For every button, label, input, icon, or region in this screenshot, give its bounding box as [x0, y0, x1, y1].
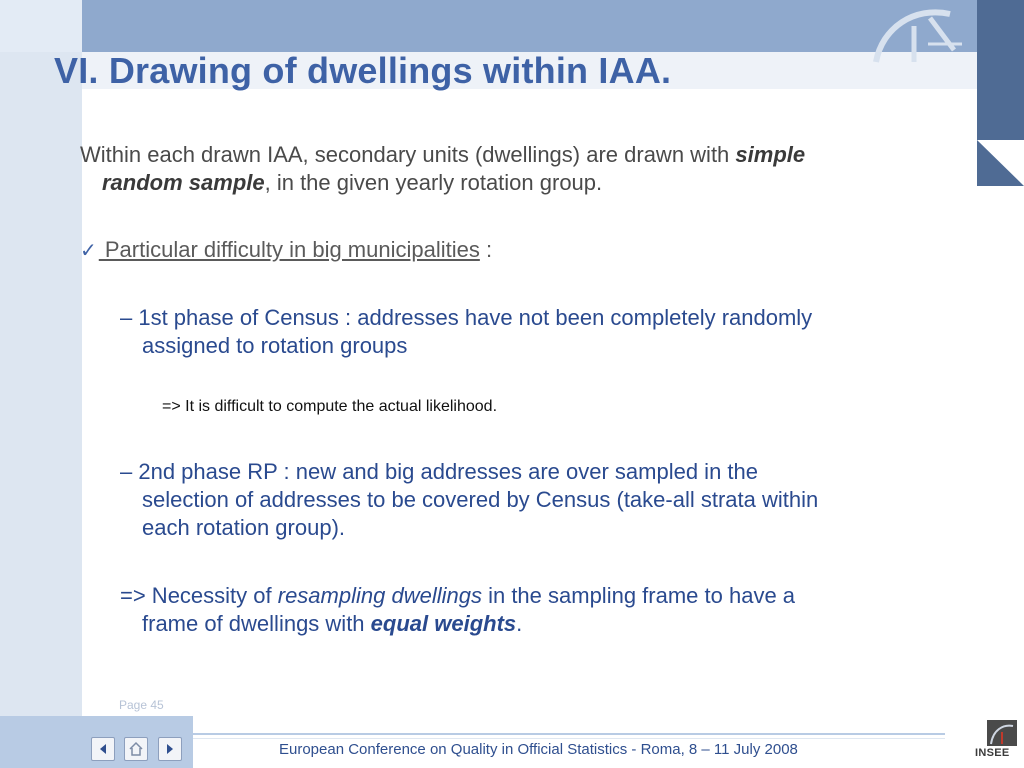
insee-emblem-icon — [987, 720, 1017, 746]
checkmark-icon: ✓ — [80, 240, 97, 262]
point-1-line-2: assigned to rotation groups — [142, 333, 408, 358]
top-decor-band — [82, 0, 977, 52]
difficulty-bullet — [80, 236, 492, 265]
intro-text: Within each drawn IAA, secondary units (dwellings) are drawn with — [80, 142, 736, 167]
conference-footer: European Conference on Quality in Official Statistics - Roma, 8 – 11 July 2008 — [279, 741, 798, 758]
conclusion-text-2: in the sampling frame to have a — [481, 583, 796, 608]
conclusion-emphasis: resampling dwellings — [277, 583, 482, 608]
conclusion-period: . — [516, 611, 523, 636]
conclusion-line-2 — [120, 610, 795, 638]
conclusion-text: => Necessity of — [120, 583, 278, 608]
logo-arc-icon — [868, 4, 968, 66]
intro-emphasis-2: random sample — [102, 170, 265, 195]
point-1 — [120, 304, 812, 360]
conclusion-text-3: frame of dwellings with — [142, 611, 371, 636]
intro-emphasis: simple — [735, 142, 806, 167]
conclusion — [120, 582, 795, 638]
previous-slide-button[interactable] — [91, 737, 115, 761]
point-2-line-1: – 2nd phase RP : new and big addresses are over sampled in the — [120, 459, 758, 484]
insee-logo-text: INSEE — [975, 747, 1010, 759]
likelihood-note: => It is difficult to compute the actual likelihood. — [162, 398, 498, 415]
conclusion-emphasis-2: equal weights — [370, 611, 517, 636]
left-decor-band — [0, 0, 82, 716]
footer-divider-thin — [193, 738, 945, 739]
point-2-line-3: each rotation group). — [142, 515, 346, 540]
intro-line-2 — [80, 169, 805, 197]
home-icon — [128, 741, 144, 757]
slide-title: VI. Drawing of dwellings within IAA. — [54, 50, 672, 91]
insee-logo-box — [987, 720, 1017, 746]
difficulty-suffix: : — [479, 237, 493, 262]
insee-logo — [975, 718, 1019, 766]
footer-divider — [193, 733, 945, 735]
intro-text-2: , in the given yearly rotation group. — [264, 170, 603, 195]
difficulty-label: Particular difficulty in big municipalities — [98, 237, 480, 262]
page-number: Page 45 — [119, 698, 164, 712]
arrow-right-icon — [163, 742, 177, 756]
next-slide-button[interactable] — [158, 737, 182, 761]
home-button[interactable] — [124, 737, 148, 761]
arrow-left-icon — [96, 742, 110, 756]
intro-paragraph — [80, 141, 805, 197]
point-1-line-1: – 1st phase of Census : addresses have not been completely randomly — [120, 305, 813, 330]
right-decor-notch — [977, 140, 1024, 186]
point-2-line-2: selection of addresses to be covered by Census (take-all strata within — [142, 487, 819, 512]
point-2 — [120, 458, 818, 542]
